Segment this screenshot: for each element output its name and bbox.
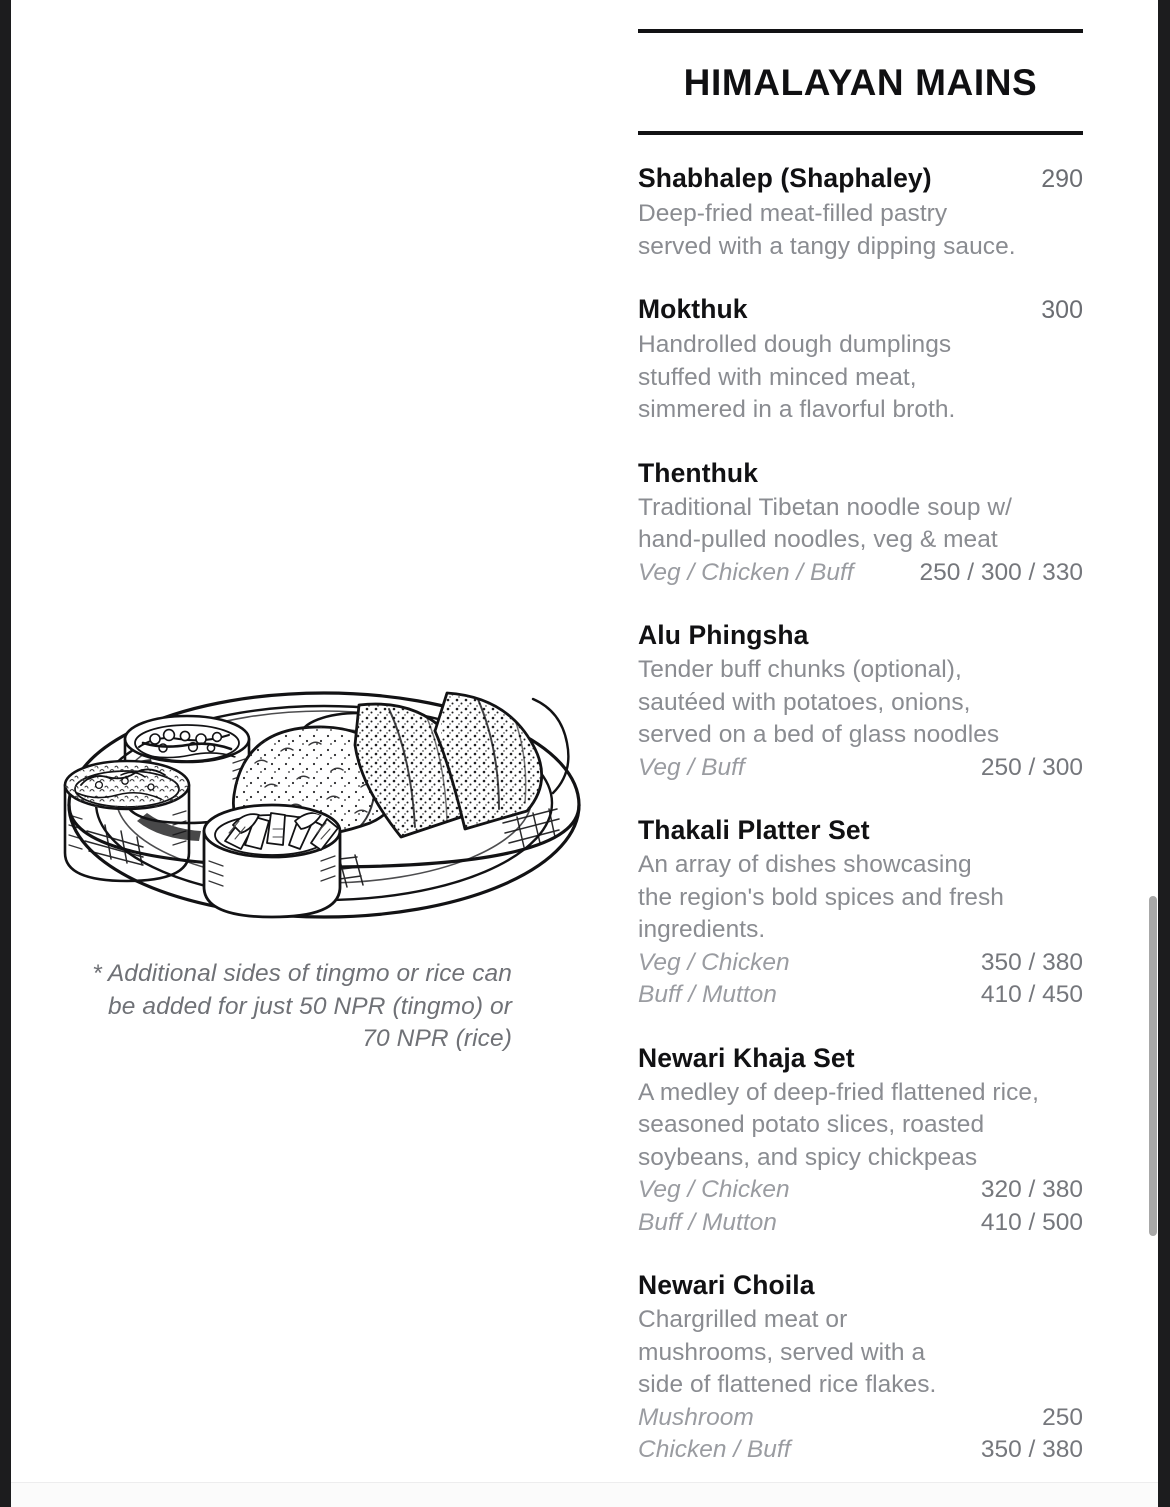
variant-price: 410 / 450 bbox=[980, 981, 1083, 1008]
menu-item-list bbox=[638, 135, 1083, 1467]
variant-price: 250 / 300 bbox=[980, 753, 1083, 781]
menu-item-description-line: Tender buff chunks (optional), bbox=[638, 656, 962, 683]
menu-item-variant-row bbox=[638, 752, 1083, 785]
variant-label: Buff / Mutton bbox=[638, 981, 777, 1008]
menu-item-header bbox=[638, 1268, 1083, 1302]
menu-item bbox=[638, 456, 1083, 590]
menu-item-description-line: soybeans, and spicy chickpeas bbox=[638, 1143, 978, 1171]
menu-item-name: Newari Khaja Set bbox=[638, 1042, 855, 1073]
menu-item-description-line: seasoned potato slices, roasted bbox=[638, 1111, 985, 1138]
menu-item-header bbox=[638, 1041, 1083, 1075]
menu-item-name: Newari Choila bbox=[638, 1270, 815, 1300]
menu-item-name: Thenthuk bbox=[638, 457, 759, 488]
variant-price: 350 / 380 bbox=[980, 948, 1083, 976]
menu-item-description bbox=[638, 492, 1083, 557]
menu-item-description bbox=[638, 654, 1083, 752]
menu-item-description bbox=[638, 849, 1083, 947]
menu-item-description-line: stuffed with minced meat, bbox=[638, 363, 917, 391]
variant-label: Veg / Buff bbox=[638, 753, 745, 781]
menu-item-description-line: Chargrilled meat or bbox=[638, 1306, 848, 1333]
menu-item-name: Alu Phingsha bbox=[638, 620, 809, 650]
menu-item-variant-row bbox=[638, 1207, 1083, 1240]
menu-item-variant-row bbox=[638, 979, 1083, 1012]
menu-item-variant-row bbox=[638, 947, 1083, 980]
menu-sheet bbox=[11, 0, 1158, 1480]
variant-price: 250 / 300 / 330 bbox=[919, 558, 1083, 586]
menu-inner bbox=[638, 0, 1083, 1467]
menu-item-description bbox=[638, 1077, 1083, 1175]
menu-item-description bbox=[638, 1304, 1083, 1402]
variant-price: 320 / 380 bbox=[980, 1176, 1083, 1203]
variant-label: Veg / Chicken bbox=[638, 948, 790, 976]
menu-item-name: Shabhalep (Shaphaley) bbox=[638, 163, 932, 193]
menu-item-name: Thakali Platter Set bbox=[638, 815, 870, 845]
section-title: HIMALAYAN MAINS bbox=[683, 62, 1038, 103]
menu-item-price: 300 bbox=[1041, 296, 1083, 324]
menu-item-description-line: sautéed with potatoes, onions, bbox=[638, 688, 971, 716]
menu-item-header bbox=[638, 813, 1083, 847]
variant-price: 250 bbox=[1042, 1403, 1083, 1431]
menu-item-description-line: the region's bold spices and fresh bbox=[638, 883, 1004, 911]
menu-item bbox=[638, 1041, 1083, 1240]
variant-price: 350 / 380 bbox=[980, 1436, 1083, 1463]
variant-price: 410 / 500 bbox=[980, 1208, 1083, 1236]
menu-column bbox=[617, 0, 1158, 1480]
variant-label: Buff / Mutton bbox=[638, 1208, 777, 1236]
menu-item-description-line: served on a bed of glass noodles bbox=[638, 721, 1000, 748]
variant-label: Veg / Chicken bbox=[638, 1176, 790, 1203]
menu-item-header bbox=[638, 292, 1083, 327]
menu-columns bbox=[11, 0, 1158, 1480]
menu-item bbox=[638, 161, 1083, 263]
illustration-column bbox=[11, 0, 617, 1480]
menu-item-description-line: A medley of deep-fried flattened rice, bbox=[638, 1078, 1039, 1106]
thali-platter-illustration bbox=[59, 635, 589, 935]
menu-item-description-line: side of flattened rice flakes. bbox=[638, 1371, 937, 1398]
menu-item-description-line: Traditional Tibetan noodle soup w/ bbox=[638, 493, 1012, 521]
menu-item-description-line: Deep-fried meat-filled pastry bbox=[638, 200, 948, 227]
menu-item-variant-row bbox=[638, 1174, 1083, 1207]
menu-item-header bbox=[638, 161, 1083, 196]
menu-item-price: 290 bbox=[1041, 165, 1083, 193]
footnote-text: * Additional sides of tingmo or rice can be added for just 50 NPR (tingmo) or 70 NPR (rice) bbox=[92, 960, 512, 1052]
menu-item-header bbox=[638, 618, 1083, 652]
menu-item-description-line: mushrooms, served with a bbox=[638, 1338, 926, 1366]
menu-item bbox=[638, 813, 1083, 1012]
menu-item-variant-row bbox=[638, 1402, 1083, 1435]
menu-page bbox=[11, 0, 1158, 1507]
menu-item-header bbox=[638, 456, 1083, 490]
menu-item-description-line: ingredients. bbox=[638, 916, 766, 943]
menu-item-description bbox=[638, 329, 1083, 427]
menu-item-description-line: Handrolled dough dumplings bbox=[638, 331, 952, 358]
variant-label: Veg / Chicken / Buff bbox=[638, 558, 854, 586]
menu-item bbox=[638, 618, 1083, 784]
menu-item-variant-row bbox=[638, 557, 1083, 590]
variant-label: Chicken / Buff bbox=[638, 1436, 791, 1463]
menu-item-description bbox=[638, 198, 1083, 263]
vertical-scrollbar[interactable] bbox=[1147, 0, 1158, 1507]
variant-label: Mushroom bbox=[638, 1403, 754, 1431]
menu-item-variant-row bbox=[638, 1434, 1083, 1467]
menu-item-name: Mokthuk bbox=[638, 294, 748, 324]
menu-item-description-line: An array of dishes showcasing bbox=[638, 851, 972, 878]
menu-item bbox=[638, 292, 1083, 427]
page-bottom-strip bbox=[11, 1483, 1158, 1507]
menu-item-description-line: simmered in a flavorful broth. bbox=[638, 396, 956, 423]
menu-item-description-line: hand-pulled noodles, veg & meat bbox=[638, 526, 998, 553]
menu-item bbox=[638, 1268, 1083, 1467]
scrollbar-thumb[interactable] bbox=[1149, 896, 1157, 1236]
menu-item-description-line: served with a tangy dipping sauce. bbox=[638, 232, 1016, 260]
